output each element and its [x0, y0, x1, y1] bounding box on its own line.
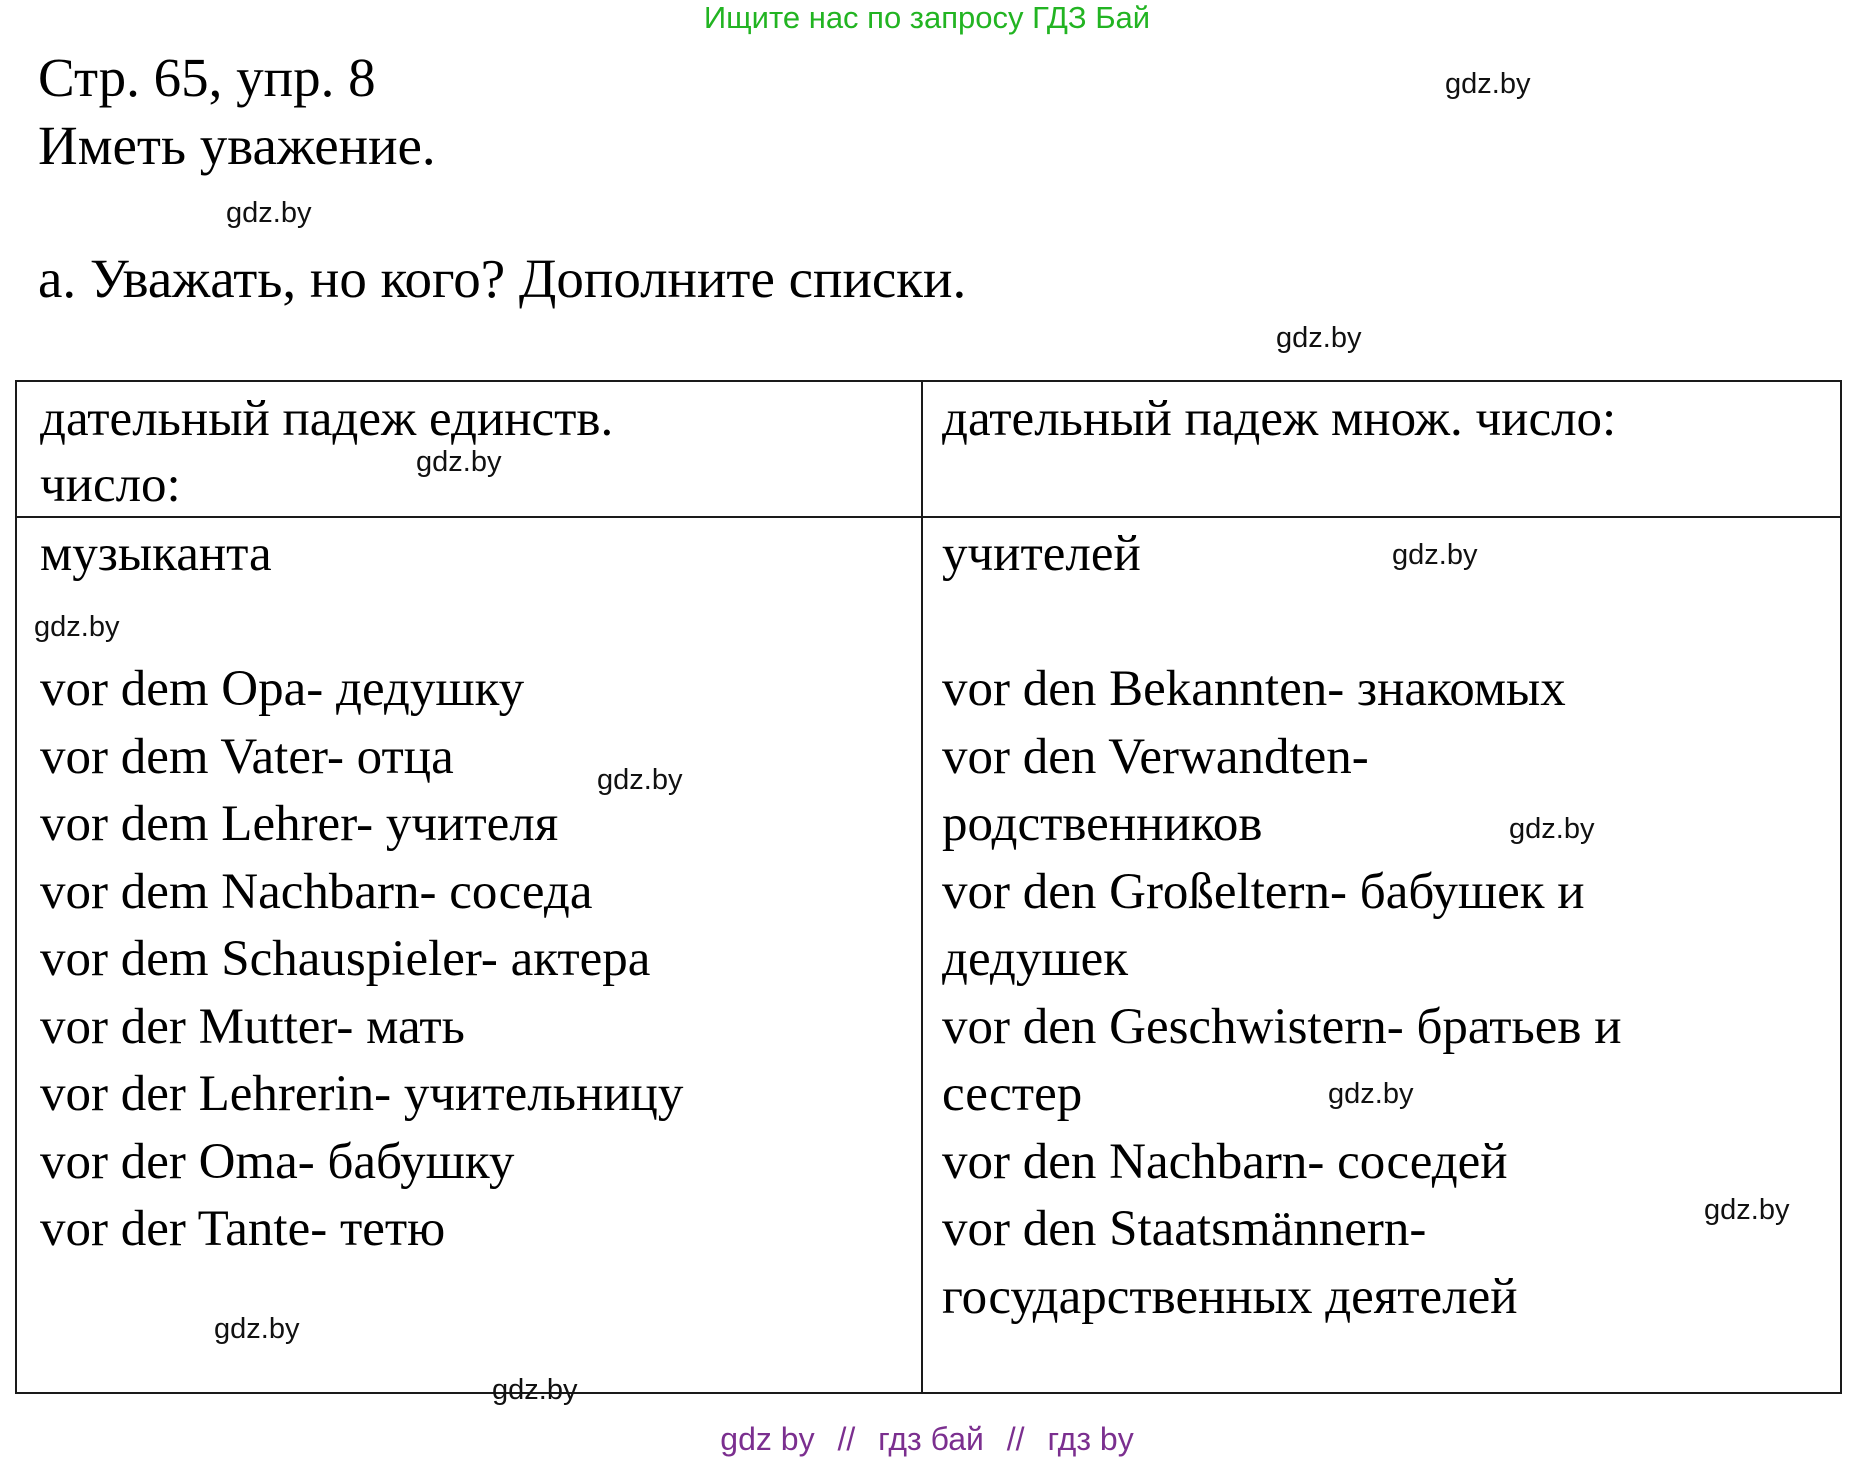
- watermark: gdz.by: [492, 1374, 578, 1406]
- section-title: Иметь уважение.: [38, 115, 436, 176]
- watermark: gdz.by: [1276, 322, 1362, 354]
- list-item: vor dem Nachbarn- соседа: [40, 863, 593, 920]
- watermark: gdz.by: [214, 1313, 300, 1345]
- header-right-line-1: дательный падеж множ. число:: [942, 391, 1617, 447]
- list-item: родственников: [942, 796, 1263, 852]
- list-item: vor dem Schauspieler- актера: [40, 931, 651, 987]
- header-left-line-2: число:: [40, 457, 181, 513]
- list-item: vor dem Opa- дедушку: [40, 661, 525, 717]
- watermark: gdz.by: [597, 764, 683, 796]
- table-header-divider: [17, 516, 1840, 518]
- footer-link-gdz-bai[interactable]: гдз бай: [878, 1421, 984, 1457]
- list-item: vor den Großeltern- бабушек и: [942, 863, 1585, 920]
- table-column-divider: [921, 382, 923, 1392]
- task-instruction: а. Уважать, но кого? Дополните списки.: [38, 248, 967, 309]
- right-example-word: учителей: [942, 526, 1141, 582]
- watermark: gdz.by: [1509, 813, 1595, 845]
- watermark: gdz.by: [416, 446, 502, 478]
- left-item-list: [40, 656, 683, 1264]
- list-item: vor den Geschwistern- братьев и: [942, 998, 1622, 1055]
- watermark: gdz.by: [1328, 1078, 1414, 1110]
- list-item: vor der Mutter- мать: [40, 998, 465, 1055]
- list-item: vor der Lehrerin- учительницу: [40, 1066, 684, 1122]
- list-item: vor der Oma- бабушку: [40, 1133, 515, 1190]
- list-item: vor dem Vater- отца: [40, 728, 454, 785]
- list-item: сестер: [942, 1066, 1083, 1122]
- search-banner[interactable]: Ищите нас по запросу ГДЗ Бай: [703, 0, 1151, 35]
- watermark: gdz.by: [1392, 539, 1478, 571]
- list-item: vor den Staatsmännern-: [942, 1201, 1427, 1257]
- watermark: gdz.by: [226, 197, 312, 229]
- watermark: gdz.by: [1704, 1194, 1790, 1226]
- watermark: gdz.by: [1445, 68, 1531, 100]
- watermark: gdz.by: [34, 611, 120, 643]
- list-item: vor den Bekannten- знакомых: [942, 661, 1566, 717]
- list-item: государственных деятелей: [942, 1268, 1518, 1325]
- left-example-word: музыканта: [40, 526, 272, 582]
- footer-link-gdz-by[interactable]: gdz by: [720, 1421, 815, 1457]
- footer-link-gdz-by-cyr[interactable]: гдз by: [1047, 1421, 1134, 1457]
- header-left-line-1: дательный падеж единств.: [40, 391, 614, 447]
- answer-table: [15, 380, 1842, 1394]
- list-item: vor dem Lehrer- учителя: [40, 796, 559, 852]
- page-exercise-title: Стр. 65, упр. 8: [38, 47, 376, 108]
- footer-links: [0, 1420, 1854, 1457]
- list-item: vor den Verwandten-: [942, 728, 1369, 785]
- footer-separator: //: [837, 1421, 856, 1457]
- right-item-list: [942, 656, 1622, 1331]
- footer-separator: //: [1006, 1421, 1025, 1457]
- list-item: дедушек: [942, 931, 1129, 987]
- list-item: vor der Tante- тетю: [40, 1201, 446, 1257]
- list-item: vor den Nachbarn- соседей: [942, 1133, 1508, 1190]
